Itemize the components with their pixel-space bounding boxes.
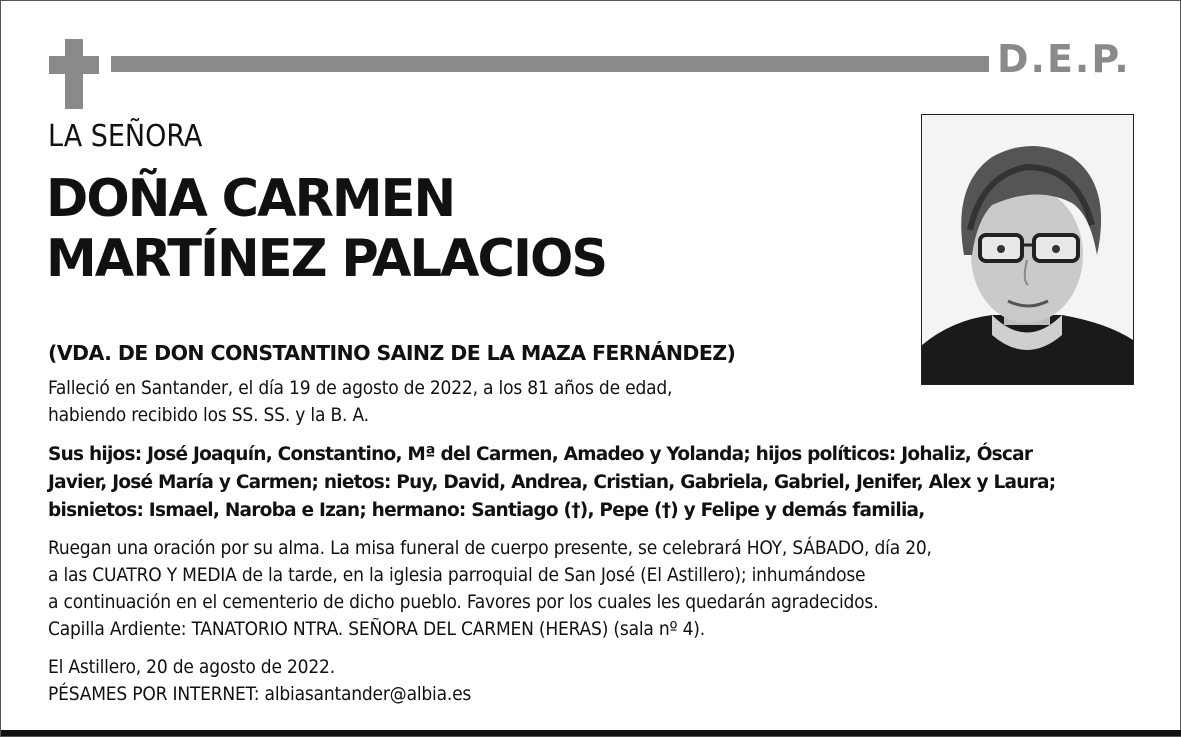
ceremony-line: a las CUATRO Y MEDIA de la tarde, en la iglesia parroquial de San José (El Astillero); inhumándose <box>48 564 866 586</box>
portrait-photo <box>921 114 1134 385</box>
ceremony-line: Ruegan una oración por su alma. La misa funeral de cuerpo presente, se celebrará HOY, SÁBADO, día 20, <box>48 537 932 559</box>
death-info <box>48 375 672 429</box>
death-line: habiendo recibido los SS. SS. y la B. A. <box>48 404 369 426</box>
death-line: Falleció en Santander, el día 19 de agosto de 2022, a los 81 años de edad, <box>48 377 673 399</box>
dep-label: D.E.P. <box>997 37 1131 81</box>
ceremony-line: Capilla Ardiente: TANATORIO NTRA. SEÑORA DEL CARMEN (HERAS) (sala nº 4). <box>48 618 705 640</box>
header-rule <box>111 56 989 72</box>
ceremony-line: a continuación en el cementerio de dicho pueblo. Favores por los cuales les quedarán agradecidos. <box>48 591 879 613</box>
name-line-1: DOÑA CARMEN <box>46 169 455 229</box>
family-list <box>48 441 1055 525</box>
cross-icon <box>65 39 83 109</box>
family-line: bisnietos: Ismael, Naroba e Izan; hermano: Santiago (†), Pepe (†) y Felipe y demás familia, <box>48 500 925 521</box>
notice-title: LA SEÑORA <box>48 119 203 154</box>
deceased-name <box>46 169 606 289</box>
cross-icon-bar <box>49 56 99 74</box>
bottom-border <box>1 730 1181 736</box>
portrait-image <box>922 115 1133 384</box>
widow-of: (VDA. DE DON CONSTANTINO SAINZ DE LA MAZA FERNÁNDEZ) <box>48 341 736 365</box>
name-line-2: MARTÍNEZ PALACIOS <box>46 229 607 289</box>
family-line: Javier, José María y Carmen; nietos: Puy, David, Andrea, Cristian, Gabriela, Gabriel, Jenifer, Alex y Laura; <box>48 472 1056 493</box>
closing-info <box>48 654 471 708</box>
condolences-line: PÉSAMES POR INTERNET: albiasantander@albia.es <box>48 683 472 705</box>
family-line: Sus hijos: José Joaquín, Constantino, Mª del Carmen, Amadeo y Yolanda; hijos políticos: Johaliz, Óscar <box>48 444 1033 465</box>
ceremony-info <box>48 535 932 643</box>
place-date: El Astillero, 20 de agosto de 2022. <box>48 656 335 678</box>
